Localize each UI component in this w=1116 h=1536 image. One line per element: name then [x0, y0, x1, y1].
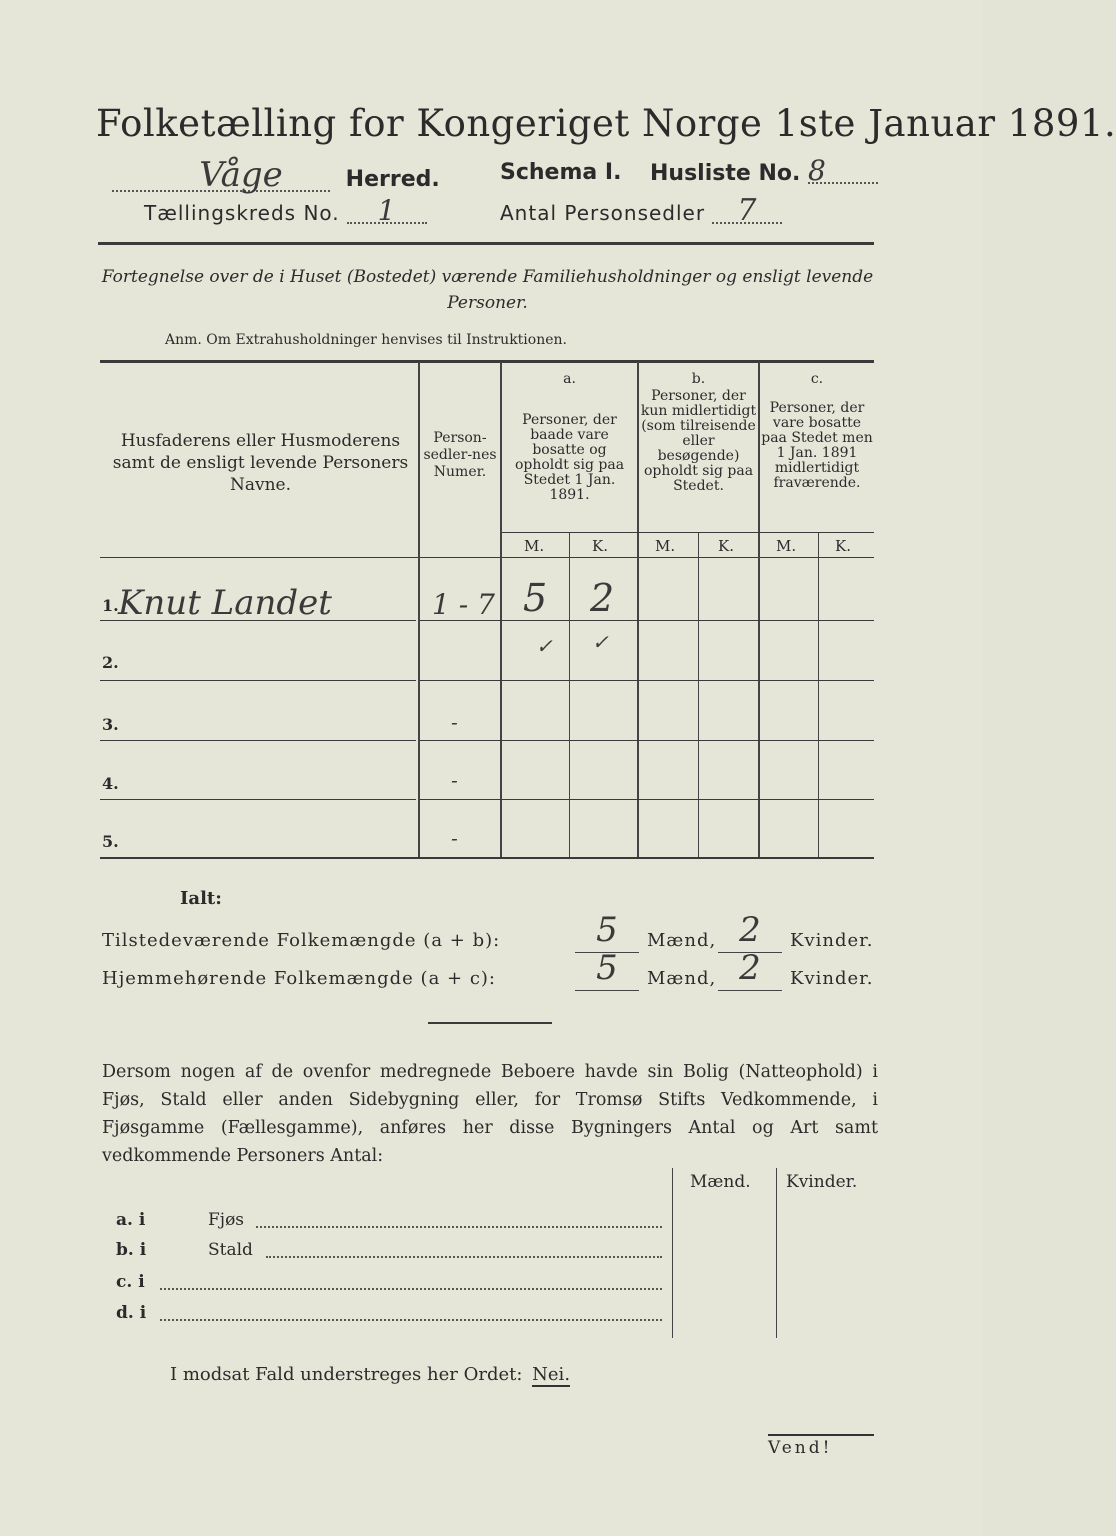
- row-4-numer: -: [451, 768, 458, 792]
- c-m-header: M.: [776, 537, 797, 555]
- b-m-header: M.: [655, 537, 676, 555]
- tilstede-kvinder-label: Kvinder.: [790, 930, 874, 951]
- personsedler-label: Antal Personsedler: [500, 201, 706, 225]
- row-3-number: 3.: [102, 715, 119, 734]
- nei-word: Nei.: [532, 1364, 571, 1385]
- building-b-label: Stald: [208, 1240, 253, 1260]
- building-c-letter: c. i: [116, 1272, 145, 1292]
- anm-note: Anm. Om Extrahusholdninger henvises til Instruktionen.: [165, 332, 567, 348]
- husliste-field: [650, 154, 878, 187]
- personsedler-field: [500, 193, 782, 228]
- kreds-field: [144, 194, 427, 227]
- personsedler-value: 7: [712, 200, 782, 224]
- tilstede-kvinder-value: 2: [718, 908, 782, 953]
- col-header-b: Personer, der kun midlertidigt (som tilreisende eller besøgende) opholdt sig paa Stedet.: [640, 388, 757, 494]
- row-1-a-k: 2: [590, 576, 615, 620]
- form-title: Folketælling for Kongeriget Norge 1ste Januar 1891.: [96, 102, 1116, 145]
- row-1-name: Knut Landet: [118, 583, 332, 623]
- building-a-label: Fjøs: [208, 1210, 245, 1230]
- building-d-letter: d. i: [116, 1303, 147, 1323]
- vend-label: Vend!: [768, 1434, 874, 1458]
- modsat-text: [170, 1364, 570, 1385]
- row-3-numer: -: [451, 710, 458, 734]
- row-1-a-m: 5: [523, 576, 548, 620]
- ialt-label: Ialt:: [180, 888, 222, 909]
- kreds-value: 1: [347, 200, 427, 224]
- col-header-a: Personer, der baade vare bosatte og opholdt sig paa Stedet 1 Jan. 1891.: [514, 412, 625, 503]
- col-a-letter: a.: [563, 371, 576, 387]
- col-header-names: Husfaderens eller Husmoderens samt de ensligt levende Personers Navne.: [112, 431, 409, 495]
- hjemme-label: Hjemmehørende Folkemængde (a + c):: [102, 968, 496, 989]
- herred-label: Herred.: [345, 167, 440, 192]
- hjemme-maend-value: 5: [575, 946, 639, 991]
- tilstede-maend-label: Mænd,: [647, 930, 717, 951]
- row-1-numer: 1 - 7: [432, 588, 495, 621]
- col-header-numer: Person-sedler-nes Numer.: [423, 430, 497, 480]
- hjemme-maend-label: Mænd,: [647, 968, 717, 989]
- row-5-number: 5.: [102, 832, 119, 851]
- hjemme-kvinder-value: 2: [718, 946, 782, 991]
- separator-rule: [428, 1022, 552, 1024]
- sidebygning-paragraph: Dersom nogen af de ovenfor medregnede Beboere havde sin Bolig (Natteophold) i Fjøs, Stald eller anden Sidebygning eller, for Tromsø Stifts Vedkommende, i Fjøsgamme (Fællesgamme), anføres her disse Bygningers Antal og Art samt vedkommende Personers Antal:: [102, 1062, 878, 1166]
- row-1-number: 1.: [102, 596, 119, 615]
- kreds-label: Tællingskreds No.: [144, 201, 340, 225]
- a-m-header: M.: [524, 537, 545, 555]
- row-2-a-m: ✓: [536, 634, 553, 658]
- c-k-header: K.: [835, 537, 851, 555]
- hjemme-kvinder-label: Kvinder.: [790, 968, 874, 989]
- herred-value: Våge: [112, 160, 330, 192]
- modsat-label: I modsat Fald understreges her Ordet:: [170, 1364, 523, 1385]
- row-2-number: 2.: [102, 653, 119, 672]
- tilstede-maend-value: 5: [575, 908, 639, 953]
- row-5-numer: -: [451, 826, 458, 850]
- intro-text: Fortegnelse over de i Huset (Bostedet) værende Familiehusholdninger og ensligt levende Personer.: [101, 267, 874, 313]
- col-header-c: Personer, der vare bosatte paa Stedet men 1 Jan. 1891 midlertidigt fraværende.: [761, 400, 873, 491]
- buildings-kvinder-header: Kvinder.: [786, 1172, 858, 1192]
- b-k-header: K.: [718, 537, 734, 555]
- a-k-header: K.: [592, 537, 608, 555]
- header-rule: [98, 242, 874, 245]
- row-2-a-k: ✓: [592, 630, 609, 654]
- row-4-number: 4.: [102, 774, 119, 793]
- tilstede-label: Tilstedeværende Folkemængde (a + b):: [102, 930, 501, 951]
- schema-label: Schema I.: [500, 160, 622, 185]
- herred-field: [112, 155, 440, 195]
- husliste-label: Husliste No.: [650, 161, 801, 186]
- husliste-value: 8: [808, 160, 878, 184]
- building-a-letter: a. i: [116, 1210, 146, 1230]
- col-b-letter: b.: [691, 371, 706, 387]
- building-b-letter: b. i: [116, 1240, 147, 1260]
- buildings-maend-header: Mænd.: [690, 1172, 751, 1192]
- col-c-letter: c.: [810, 371, 824, 387]
